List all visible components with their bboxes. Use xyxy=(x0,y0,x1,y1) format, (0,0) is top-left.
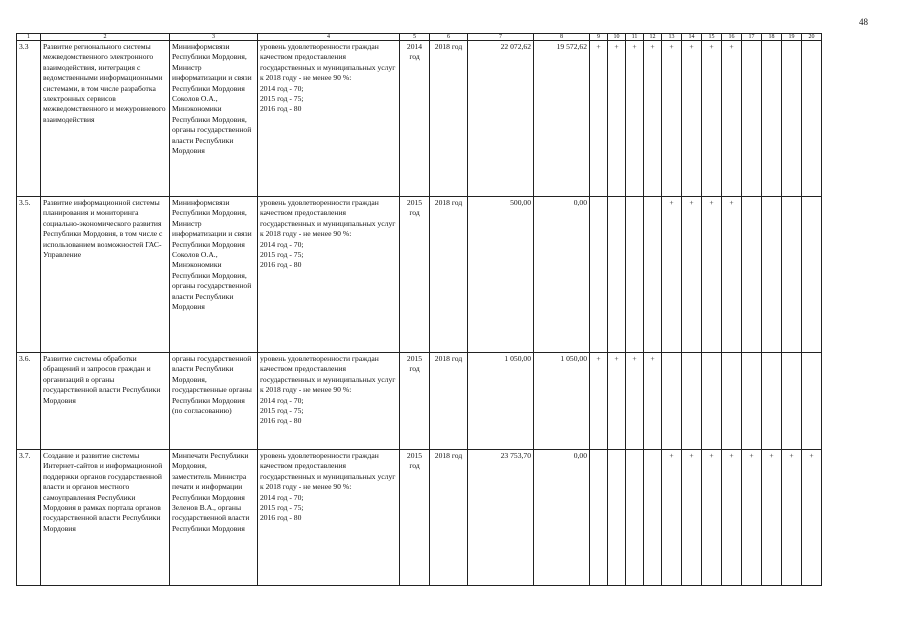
period-mark: + xyxy=(662,197,682,353)
funding-budget: 19 572,62 xyxy=(534,41,590,197)
target-indicator: уровень удовлетворенности граждан качеством предоставления государственных и муниципальных услуг к 2018 году - не менее 90 %: 2014 год - 70; 2015 год - 75; 2016 год - 80 xyxy=(258,41,400,197)
period-mark xyxy=(590,197,608,353)
period-mark xyxy=(626,197,644,353)
period-mark xyxy=(742,353,762,450)
target-indicator: уровень удовлетворенности граждан качеством предоставления государственных и муниципальных услуг к 2018 году - не менее 90 %: 2014 год - 70; 2015 год - 75; 2016 год - 80 xyxy=(258,197,400,353)
period-mark xyxy=(742,41,762,197)
measure-name: Развитие регионального системы межведомственного электронного взаимодействия, интеграция с ведомственными информационными системами, в том числе разработка электронных сервисов межведомственного и межуровневого взаимодействия xyxy=(41,41,170,197)
period-mark: + xyxy=(662,450,682,586)
period-mark xyxy=(682,353,702,450)
column-header: 5 xyxy=(400,34,430,41)
page-number: 48 xyxy=(859,17,868,27)
column-header: 14 xyxy=(682,34,702,41)
column-header: 20 xyxy=(802,34,822,41)
period-mark: + xyxy=(626,353,644,450)
table-row xyxy=(17,41,822,197)
column-header: 9 xyxy=(590,34,608,41)
column-header: 8 xyxy=(534,34,590,41)
start-year: 2015 год xyxy=(400,353,430,450)
end-year: 2018 год xyxy=(430,353,468,450)
period-mark: + xyxy=(682,450,702,586)
column-header: 10 xyxy=(608,34,626,41)
funding-budget: 0,00 xyxy=(534,197,590,353)
column-header: 17 xyxy=(742,34,762,41)
column-header: 13 xyxy=(662,34,682,41)
period-mark: + xyxy=(802,450,822,586)
funding-budget: 1 050,00 xyxy=(534,353,590,450)
period-mark xyxy=(644,197,662,353)
period-mark: + xyxy=(590,353,608,450)
column-header: 12 xyxy=(644,34,662,41)
period-mark xyxy=(782,353,802,450)
measure-name: Развитие системы обработки обращений и запросов граждан и организаций в органы государственной власти Республики Мордовия xyxy=(41,353,170,450)
period-mark xyxy=(762,41,782,197)
period-mark: + xyxy=(762,450,782,586)
period-mark: + xyxy=(608,353,626,450)
row-number: 3.7. xyxy=(17,450,41,586)
table-row xyxy=(17,197,822,353)
start-year: 2015 год xyxy=(400,450,430,586)
period-mark: + xyxy=(702,197,722,353)
column-header: 4 xyxy=(258,34,400,41)
period-mark xyxy=(802,41,822,197)
period-mark: + xyxy=(702,41,722,197)
program-table xyxy=(16,33,822,586)
column-number-row xyxy=(17,34,822,41)
period-mark xyxy=(662,353,682,450)
column-header: 1 xyxy=(17,34,41,41)
period-mark: + xyxy=(626,41,644,197)
row-number: 3.3 xyxy=(17,41,41,197)
period-mark xyxy=(644,450,662,586)
table-row xyxy=(17,450,822,586)
responsible-executor: Мининформсвязи Республики Мордовия, Министр информатизации и связи Республики Мордовия Соколов О.А., Минэкономики Республики Мордовия, органы государственной власти Республики Мордовия xyxy=(170,197,258,353)
period-mark: + xyxy=(682,41,702,197)
period-mark: + xyxy=(608,41,626,197)
responsible-executor: органы государственной власти Республики Мордовия, государственные органы Республики Мордовия (по согласованию) xyxy=(170,353,258,450)
period-mark: + xyxy=(644,353,662,450)
period-mark: + xyxy=(742,450,762,586)
period-mark xyxy=(762,197,782,353)
period-mark xyxy=(590,450,608,586)
responsible-executor: Мининформсвязи Республики Мордовия, Министр информатизации и связи Республики Мордовия Соколов О.А., Минэкономики Республики Мордовия, органы государственной власти Республики Мордовия xyxy=(170,41,258,197)
column-header: 15 xyxy=(702,34,722,41)
period-mark xyxy=(782,41,802,197)
start-year: 2014 год xyxy=(400,41,430,197)
end-year: 2018 год xyxy=(430,197,468,353)
period-mark xyxy=(742,197,762,353)
column-header: 7 xyxy=(468,34,534,41)
period-mark xyxy=(802,353,822,450)
period-mark: + xyxy=(702,450,722,586)
column-header: 11 xyxy=(626,34,644,41)
period-mark xyxy=(802,197,822,353)
period-mark: + xyxy=(722,450,742,586)
period-mark: + xyxy=(782,450,802,586)
period-mark xyxy=(702,353,722,450)
column-header: 16 xyxy=(722,34,742,41)
period-mark xyxy=(608,197,626,353)
period-mark: + xyxy=(722,41,742,197)
period-mark xyxy=(722,353,742,450)
period-mark xyxy=(762,353,782,450)
target-indicator: уровень удовлетворенности граждан качеством предоставления государственных и муниципальных услуг к 2018 году - не менее 90 %: 2014 год - 70; 2015 год - 75; 2016 год - 80 xyxy=(258,450,400,586)
period-mark: + xyxy=(662,41,682,197)
funding-total: 23 753,70 xyxy=(468,450,534,586)
period-mark xyxy=(608,450,626,586)
period-mark: + xyxy=(722,197,742,353)
funding-total: 1 050,00 xyxy=(468,353,534,450)
funding-total: 22 072,62 xyxy=(468,41,534,197)
period-mark xyxy=(782,197,802,353)
row-number: 3.6. xyxy=(17,353,41,450)
table-row xyxy=(17,353,822,450)
period-mark xyxy=(626,450,644,586)
column-header: 19 xyxy=(782,34,802,41)
column-header: 2 xyxy=(41,34,170,41)
period-mark: + xyxy=(644,41,662,197)
funding-budget: 0,00 xyxy=(534,450,590,586)
period-mark: + xyxy=(590,41,608,197)
end-year: 2018 год xyxy=(430,450,468,586)
measure-name: Развитие информационной системы планирования и мониторинга социально-экономического развития Республики Мордовия, в том числе с использованием возможностей ГАС-Управление xyxy=(41,197,170,353)
column-header: 3 xyxy=(170,34,258,41)
period-mark: + xyxy=(682,197,702,353)
column-header: 18 xyxy=(762,34,782,41)
measure-name: Создание и развитие системы Интернет-сайтов и информационной поддержки органов государственной власти и органов местного самоуправления Республики Мордовия в рамках портала органов государственной власти Республики Мордовия xyxy=(41,450,170,586)
funding-total: 500,00 xyxy=(468,197,534,353)
start-year: 2015 год xyxy=(400,197,430,353)
end-year: 2018 год xyxy=(430,41,468,197)
responsible-executor: Минпечати Республики Мордовия, заместитель Министра печати и информации Республики Мордовия Зеленов В.А., органы государственной власти Республики Мордовия xyxy=(170,450,258,586)
target-indicator: уровень удовлетворенности граждан качеством предоставления государственных и муниципальных услуг к 2018 году - не менее 90 %: 2014 год - 70; 2015 год - 75; 2016 год - 80 xyxy=(258,353,400,450)
column-header: 6 xyxy=(430,34,468,41)
row-number: 3.5. xyxy=(17,197,41,353)
